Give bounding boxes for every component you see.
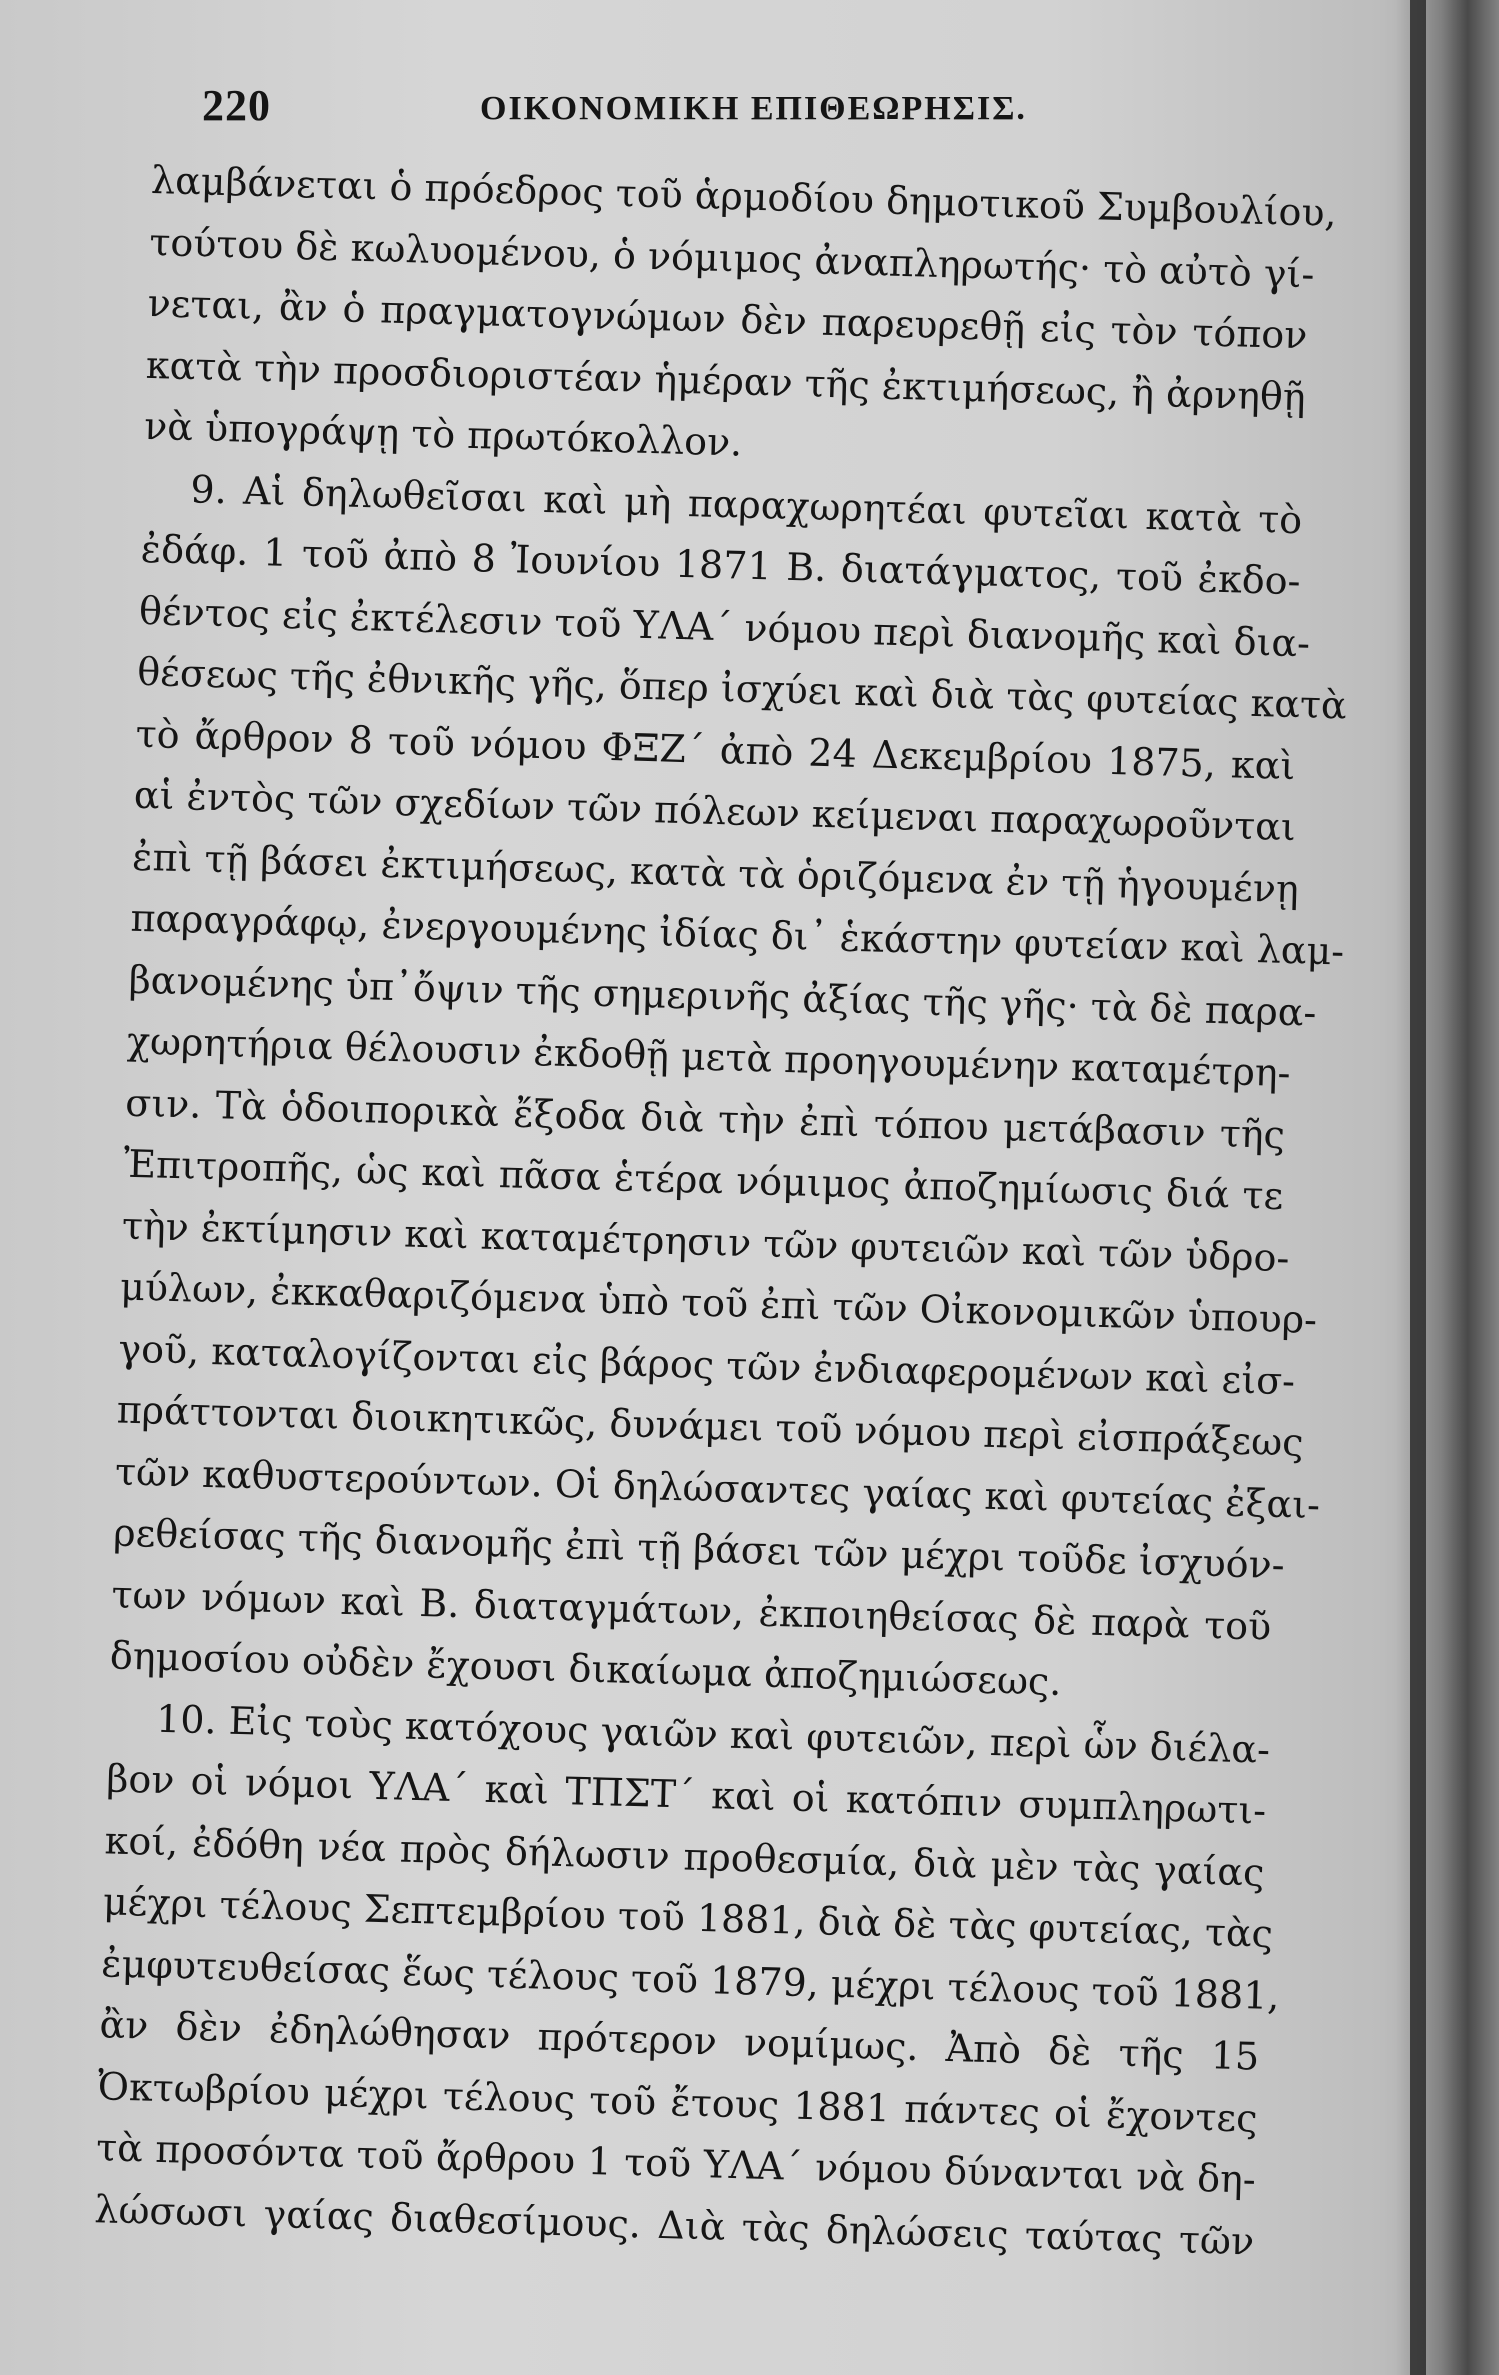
text-line: θέσεως τῆς ἐθνικῆς γῆς, ὅπερ ἰσχύει καὶ διὰ τὰς φυτείας κατὰ [136,649,1348,728]
text-line: θέντος εἰς ἐκτέλεσιν τοῦ ΥΛΑ΄ νόμου περὶ διανομῆς καὶ δια- [138,588,1311,666]
text-line: κατὰ τὴν προσδιοριστέαν ἡμέραν τῆς ἐκτιμήσεως, ἢ ἀρνηθῇ [145,342,1307,419]
text-line: Ἐπιτροπῆς, ὡς καὶ πᾶσα ἑτέρα νόμιμος ἀποζημίωσις διά τε [123,1141,1284,1218]
page-gutter-edge [1410,0,1426,2375]
text-line: χωρητήρια θέλουσιν ἐκδοθῇ μετὰ προηγουμένην καταμέτρη- [126,1018,1292,1096]
text-line: τὰ προσόντα τοῦ ἄρθρου 1 τοῦ ΥΛΑ΄ νόμου δύνανται νὰ δη- [95,2125,1257,2202]
text-line: πράττονται διοικητικῶς, δυνάμει τοῦ νόμου περὶ εἰσπράξεως [116,1387,1305,1465]
text-line: παραγράφῳ, ἐνεργουμένης ἰδίας δι᾿ ἑκάστην φυτείαν καὶ λαμ- [129,895,1345,974]
page-number: 220 [202,81,271,130]
text-line: ρεθείσας τῆς διανομῆς ἐπὶ τῇ βάσει τῶν μέχρι τοῦδε ἰσχυόν- [112,1510,1286,1588]
text-line: των νόμων καὶ Β. διαταγμάτων, ἐκποιηθείσας δὲ παρὰ τοῦ [111,1571,1272,1649]
text-line: τὸ ἄρθρον 8 τοῦ νόμου ΦΞΖ΄ ἀπὸ 24 Δεκεμβρίου 1875, καὶ [135,711,1296,788]
text-line: βον οἱ νόμοι ΥΛΑ΄ καὶ ΤΠΣΤ΄ καὶ οἱ κατόπιν συμπληρωτι- [105,1756,1267,1833]
text-line: 10. Εἰς τοὺς κατόχους γαιῶν καὶ φυτειῶν, περὶ ὧν διέλα- [155,1696,1271,1772]
page-header [190,80,1330,140]
text-line: ἐπὶ τῇ βάσει ἐκτιμήσεως, κατὰ τὰ ὁριζόμενα ἐν τῇ ἡγουμένῃ [131,834,1300,911]
text-line: λαμβάνεται ὁ πρόεδρος τοῦ ἁρμοδίου δημοτικοῦ Συμβουλίου, [150,157,1338,236]
text-line: αἱ ἐντὸς τῶν σχεδίων τῶν πόλεων κείμεναι παραχωροῦνται [133,772,1297,850]
text-line: τούτου δὲ κωλυομένου, ὁ νόμιμος ἀναπληρωτής· τὸ αὐτὸ γί- [148,219,1315,296]
running-title: ΟΙΚΟΝΟΜΙΚΗ ΕΠΙΘΕΩΡΗΣΙΣ. [480,90,1027,127]
text-line: λώσωσι γαίας διαθεσίμους. Διὰ τὰς δηλώσεις ταύτας τῶν [93,2186,1255,2264]
text-line: γοῦ, καταλογίζονται εἰς βάρος τῶν ἐνδιαφερομένων καὶ εἰσ- [117,1326,1296,1403]
text-line: ἐμφυτευθείσας ἕως τέλους τοῦ 1879, μέχρι τέλους τοῦ 1881, [100,1940,1281,2018]
text-line: νὰ ὑπογράψῃ τὸ πρωτόκολλον. [143,403,743,465]
text-line: 9. Αἱ δηλωθεῖσαι καὶ μὴ παραχωρητέαι φυτεῖαι κατὰ τὸ [189,466,1303,542]
text-line: κοί, ἐδόθη νέα πρὸς δήλωσιν προθεσμία, διὰ μὲν τὰς γαίας [104,1817,1265,1895]
text-line: τὴν ἐκτίμησιν καὶ καταμέτρησιν τῶν φυτειῶν καὶ τῶν ὑδρο- [121,1203,1290,1280]
text-line: σιν. Τὰ ὁδοιπορικὰ ἔξοδα διὰ τὴν ἐπὶ τόπου μετάβασιν τῆς [124,1080,1286,1157]
text-line: τῶν καθυστερούντων. Οἱ δηλώσαντες γαίας καὶ φυτείας ἐξαι- [114,1448,1321,1527]
text-line: ἂν δὲν ἐδηλώθησαν πρότερον νομίμως. Ἀπὸ δὲ τῆς 15 [99,2002,1260,2079]
text-line: ἐδάφ. 1 τοῦ ἀπὸ 8 Ἰουνίου 1871 Β. διατάγματος, τοῦ ἐκδο- [140,526,1302,604]
text-line: Ὀκτωβρίου μέχρι τέλους τοῦ ἔτους 1881 πάντες οἱ ἔχοντες [97,2063,1259,2141]
text-line: νεται, ἂν ὁ πραγματογνώμων δὲν παρευρεθῇ εἰς τὸν τόπον [147,280,1308,358]
text-line: δημοσίου οὐδὲν ἔχουσι δικαίωμα ἀποζημιώσεως. [109,1633,1063,1704]
text-line: μέχρι τέλους Σεπτεμβρίου τοῦ 1881, διὰ δὲ τὰς φυτείας, τὰς [102,1879,1274,1956]
text-line: μύλων, ἐκκαθαριζόμενα ὑπὸ τοῦ ἐπὶ τῶν Οἰκονομικῶν ὑπουρ- [119,1264,1318,1342]
body-text [93,150,1348,2273]
text-line: βανομένης ὑπ᾿ὄψιν τῆς σημερινῆς ἀξίας τῆς γῆς· τὰ δὲ παρα- [128,957,1317,1035]
